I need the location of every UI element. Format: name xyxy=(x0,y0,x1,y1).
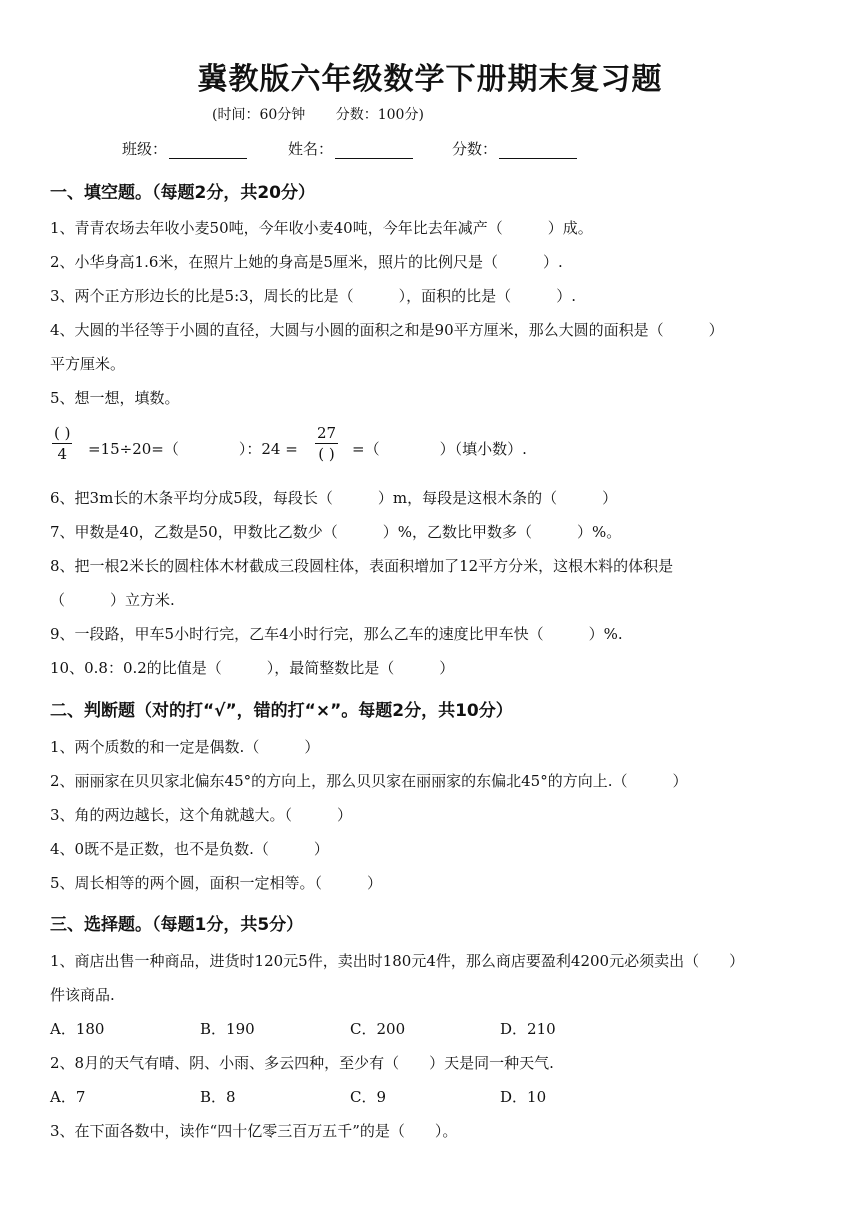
choice-1-option-a[interactable]: A．180 xyxy=(50,1020,105,1038)
fill-question-8: 8、把一根2米长的圆柱体木材截成三段圆柱体，表面积增加了12平方分米，这根木料的体积是 xyxy=(50,557,674,575)
choice-question-3: 3、在下面各数中，读作“四十亿零三百万五千”的是（ ）。 xyxy=(50,1122,458,1140)
choice-question-1-continued: 件该商品. xyxy=(50,986,115,1004)
fill-question-2: 2、小华身高1.6米，在照片上她的身高是5厘米，照片的比例尺是（ ）. xyxy=(50,253,563,271)
judge-question-4: 4、0既不是正数，也不是负数.（ ） xyxy=(50,840,329,858)
name-blank[interactable] xyxy=(335,142,413,159)
choice-2-option-a[interactable]: A．7 xyxy=(50,1088,86,1106)
choice-1-option-b[interactable]: B．190 xyxy=(200,1020,255,1038)
fraction-one xyxy=(52,424,72,463)
choice-1-option-d[interactable]: D．210 xyxy=(500,1020,556,1038)
fraction-two-numerator: 27 xyxy=(317,424,337,442)
fill-question-8-continued: （ ）立方米. xyxy=(50,591,175,609)
fraction-two-denominator: ( ) xyxy=(318,445,335,463)
fill-question-6: 6、把3m长的木条平均分成5段，每段长（ ）m，每段是这根木条的（ ） xyxy=(50,489,618,507)
fill-question-7: 7、甲数是40，乙数是50，甲数比乙数少（ ）%，乙数比甲数多（ ）%。 xyxy=(50,523,622,541)
fraction-two xyxy=(315,424,338,463)
choice-question-1: 1、商店出售一种商品，进货时120元5件，卖出时180元4件，那么商店要盈利4200元必须卖出（ ） xyxy=(50,952,745,970)
fill-question-1: 1、青青农场去年收小麦50吨，今年收小麦40吨，今年比去年减产（ ）成。 xyxy=(50,219,593,237)
total-score: 分数：100分) xyxy=(335,107,424,123)
class-blank[interactable] xyxy=(169,142,247,159)
judge-question-2: 2、丽丽家在贝贝家北偏东45°的方向上，那么贝贝家在丽丽家的东偏北45°的方向上.（ ） xyxy=(50,772,688,790)
score-blank[interactable] xyxy=(499,142,577,159)
class-field xyxy=(122,138,247,159)
name-field xyxy=(288,138,413,159)
section-choice-heading: 三、选择题。（每题1分，共5分） xyxy=(50,915,304,935)
choice-2-option-c[interactable]: C．9 xyxy=(350,1088,387,1106)
time-limit: (时间：60分钟 xyxy=(212,107,306,123)
judge-question-5: 5、周长相等的两个圆，面积一定相等。（ ） xyxy=(50,874,383,892)
choice-1-option-c[interactable]: C．200 xyxy=(350,1020,406,1038)
fill-question-5: 5、想一想，填数。 xyxy=(50,389,180,407)
score-field xyxy=(452,138,577,159)
exam-meta xyxy=(212,104,450,124)
choice-2-option-b[interactable]: B．8 xyxy=(200,1088,236,1106)
fill-question-4: 4、大圆的半径等于小圆的直径，大圆与小圆的面积之和是90平方厘米，那么大圆的面积是（ ） xyxy=(50,321,724,339)
fill-question-9: 9、一段路，甲车5小时行完，乙车4小时行完，那么乙车的速度比甲车快（ ）%. xyxy=(50,625,623,643)
fill-question-5-end: =（ ）（填小数）. xyxy=(352,440,527,458)
fill-question-4-continued: 平方厘米。 xyxy=(50,355,126,373)
judge-question-3: 3、角的两边越长，这个角就越大。（ ） xyxy=(50,806,353,824)
choice-2-option-d[interactable]: D．10 xyxy=(500,1088,547,1106)
name-label: 姓名： xyxy=(288,140,334,158)
score-label: 分数： xyxy=(452,140,498,158)
fill-question-10: 10、0.8：0.2的比值是（ ），最简整数比是（ ） xyxy=(50,659,455,677)
fraction-one-denominator: 4 xyxy=(57,445,68,463)
choice-question-2: 2、8月的天气有晴、阴、小雨、多云四种，至少有（ ）天是同一种天气. xyxy=(50,1054,554,1072)
judge-question-1: 1、两个质数的和一定是偶数.（ ） xyxy=(50,738,320,756)
fill-question-3: 3、两个正方形边长的比是5:3，周长的比是（ ），面积的比是（ ）. xyxy=(50,287,576,305)
fraction-one-numerator: ( ) xyxy=(54,424,71,442)
class-label: 班级： xyxy=(122,140,168,158)
fill-question-5-equation: =15÷20=（ ）：24 = xyxy=(88,440,298,458)
section-judge-heading: 二、判断题（对的打“√”，错的打“×”。每题2分，共10分） xyxy=(50,701,513,721)
section-fill-heading: 一、填空题。（每题2分，共20分） xyxy=(50,183,315,203)
page-title: 冀教版六年级数学下册期末复习题 xyxy=(197,62,663,97)
